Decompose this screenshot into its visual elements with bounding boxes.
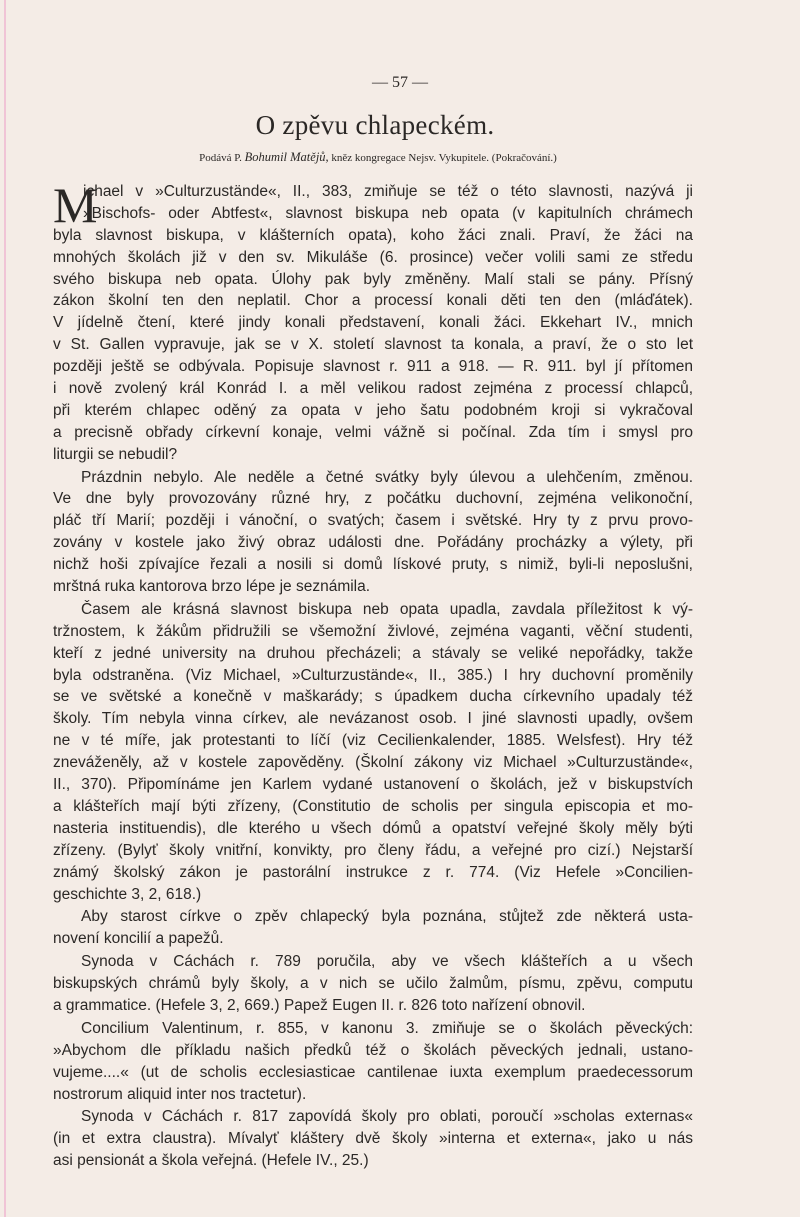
text-line: při kterém chlapec oděný za opata v jeho šatu podobném kroji si vykračoval <box>53 401 693 419</box>
text-line: ne v té míře, jak protestanti to líčí (viz Cecilienkalender, 1885. Welsfest). Hry též <box>53 732 693 750</box>
text-line: Aby starost církve o zpěv chlapecký byla poznána, stůjtež zde některá usta- <box>81 908 693 926</box>
byline <box>0 150 756 165</box>
text-line: a grammatice. (Hefele 3, 2, 669.) Papež Eugen II. r. 826 toto nařízení obnovil. <box>53 996 586 1014</box>
text-line: zřízeny. (Bylyť školy vnitřní, konvikty, pro členy řádu, a veřejné pro cizí.) Nejstarší <box>53 841 693 859</box>
text-line: a klášteřích mají býti zřízeny, (Constitutio de scholis per singula episcopia et mo- <box>53 797 693 815</box>
byline-suffix: kněz kongregace Nejsv. Vykupitele. (Pokračování.) <box>331 152 557 164</box>
text-line: pláč tří Marií; později i vánoční, o svatých; časem i světské. Hry ty z prvu provo- <box>53 512 693 530</box>
drop-cap: M <box>53 177 98 233</box>
text-line: V jídelně čtení, které jindy konali představení, konali žáci. Ekkehart IV., mnich <box>53 314 693 332</box>
text-line: asi pensionát a škola veřejná. (Hefele IV., 25.) <box>53 1152 369 1170</box>
text-line: mrštná ruka kantorova brzo lépe je seznámila. <box>53 578 371 596</box>
text-line: svého biskupa neb opata. Úlohy pak byly změněny. Malí stali se pány. Přísný <box>53 270 693 288</box>
text-line: »Bischofs- oder Abtfest«, slavnost biskupa neb opata (v kapitulních chrámech <box>83 204 693 222</box>
paragraph <box>53 599 693 905</box>
text-line: zákon školní ten den neplatil. Chor a processí konali děti ten den (mláďátek). <box>53 292 693 310</box>
paragraph <box>53 177 693 466</box>
text-line: Časem ale krásná slavnost biskupa neb opata upadla, zavdala příležitost k vý- <box>81 600 693 618</box>
text-line: nichž hoši zpívajíce řezali a nosili si domů lískové pruty, s nimiž, byli-li neposlušni, <box>53 556 693 574</box>
text-line: nasteria instituendis), dle kterého u všech dómů a opatství veřejné školy měly býti <box>53 819 693 837</box>
text-line: zneváženěly, až v kostele zapověděny. (Školní zákony viz Michael »Culturzustände«, <box>53 754 693 772</box>
text-line: (in et extra claustra). Mívalyť kláštery dvě školy »interna et externa«, jako u nás <box>53 1130 693 1148</box>
text-line: nostrorum aliquid inter nos tractetur). <box>53 1085 307 1103</box>
text-line: II., 370). Připomínáme jen Karlem vydané ustanovení o školách, jež v biskupstvích <box>53 776 693 794</box>
text-line: byla slavnost biskupa, v klášterních opata), koho žáci znali. Praví, že žáci na <box>53 226 693 244</box>
text-line: Synoda v Cáchách r. 789 poručila, aby ve všech klášteřích a u všech <box>81 953 693 971</box>
page-number: — 57 — <box>372 74 428 91</box>
byline-author: Bohumil Matějů, <box>244 150 329 164</box>
text-line: mnohých školách již v den sv. Mikuláše (6. prosince) večer volili sami ze středu <box>53 248 693 266</box>
paragraph <box>53 1018 693 1106</box>
article-title: O zpěvu chlapeckém. <box>255 110 495 140</box>
text-line: Synoda v Cáchách r. 817 zapovídá školy pro oblati, poroučí »scholas externas« <box>81 1108 693 1126</box>
text-line: kteří z jedné university na druhou přecházeli; a stávaly se veliké nepořádky, takže <box>53 644 693 662</box>
text-line: novení koncilií a papežů. <box>53 930 224 948</box>
text-line: zovány v kostele jako živý obraz události dne. Pořádány procházky a výlety, při <box>53 534 693 552</box>
text-line: byla odstraněna. (Viz Michael, »Culturzustände«, II., 385.) I hry duchovní proměnily <box>53 666 693 684</box>
page-edge <box>4 0 6 1217</box>
paragraph <box>53 1106 693 1172</box>
text-line: školy. Tím nebyla vinna církev, ale nevázanost osob. I jiné slavnosti upadly, ovšem <box>53 710 693 728</box>
text-line: v St. Gallen vypravuje, jak se v X. století slavnost ta konala, a praví, že o sto let <box>53 336 693 354</box>
text-line: známý školský zákon je pastorální instrukce z r. 774. (Viz Hefele »Concilien- <box>53 863 693 881</box>
text-line: se ve světské a konečně v maškarády; s úpadkem ducha církevního upadaly též <box>53 688 693 706</box>
paragraph <box>53 951 693 1017</box>
text-line: později ještě se odbývala. Popisuje slavnost r. 911 a 918. — R. 911. byl jí přítomen <box>53 358 693 376</box>
text-line: geschichte 3, 2, 618.) <box>53 885 202 903</box>
text-line: liturgii se nebudil? <box>53 445 178 463</box>
text-line: tržnostem, k žákům přidružili se všemožní živlové, zejména vaganti, věční studenti, <box>53 622 693 640</box>
article-body <box>53 177 693 1173</box>
text-line: a precisně obřady církevní konaje, velmi vážně si počínal. Zda tím i smysl pro <box>53 423 693 441</box>
text-line: Concilium Valentinum, r. 855, v kanonu 3. zmiňuje se o školách pěveckých: <box>81 1019 693 1037</box>
paragraph <box>53 467 693 598</box>
text-line: »Abychom dle příkladu našich předků též o školách pěveckých jednali, ustano- <box>53 1041 693 1059</box>
text-line: Ve dne byly provozovány různé hry, z počátku duchovní, zejména velikonoční, <box>53 490 693 508</box>
paragraph <box>53 906 693 950</box>
text-line: biskupských chrámů byly školy, a v nich se učilo žalmům, písmu, zpěvu, computu <box>53 975 693 993</box>
text-line: ichael v »Culturzustände«, II., 383, zmiňuje se též o této slavnosti, nazývá ji <box>83 183 693 200</box>
text-line: vujeme....« (ut de scholis ecclesiasticae cantilenae iuxta exemplum praedecessorum <box>53 1063 693 1081</box>
text-line: i nově zvolený král Konrád I. a měl velikou radost zejména z processí chlapců, <box>53 380 693 398</box>
byline-prefix: Podává P. <box>199 152 242 164</box>
text-line: Prázdnin nebylo. Ale neděle a četné svátky byly úlevou a ulehčením, změnou. <box>81 468 693 486</box>
